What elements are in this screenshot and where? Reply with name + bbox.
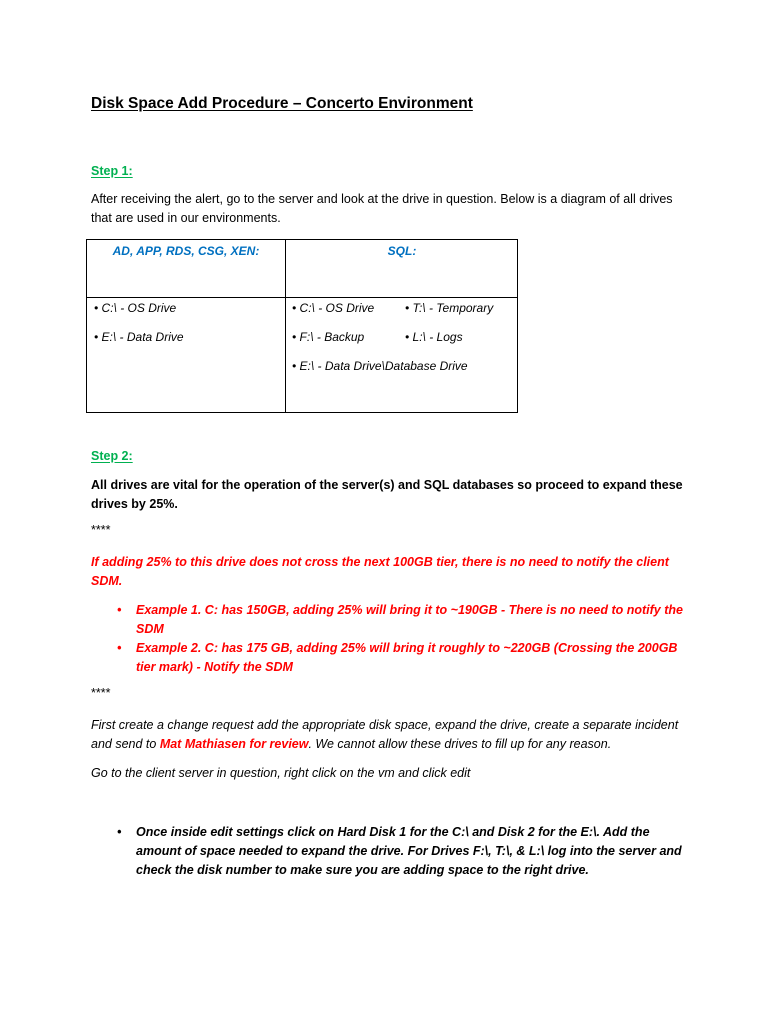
example-1: Example 1. C: has 150GB, adding 25% will bring it to ~190GB - There is no need to notify the SDM [136,603,683,636]
table-header-sql: SQL: [387,244,417,258]
table-header-servers: AD, APP, RDS, CSG, XEN: [112,244,260,258]
edit-settings-text: Once inside edit settings click on Hard Disk 1 for the C:\ and Disk 2 for the E:\. Add the amount of space needed to expand the drive. For Drives F:\, T:\, & L:\ log into the server and check the disk number to make sure you are adding space to the right drive. [136,825,682,877]
step-2-text: All drives are vital for the operation of the server(s) and SQL databases so proceed to expand these drives by 25%. [91,478,683,511]
change-request-before: First create a change request add the appropriate disk space, expand the drive, create a separate incident and send to [91,718,679,751]
table-column-divider [285,240,286,412]
step-1-label: Step 1: [91,164,133,178]
change-request-text [91,716,691,754]
table-cell: • C:\ - OS Drive [292,301,375,315]
example-2: Example 2. C: has 175 GB, adding 25% will bring it roughly to ~220GB (Crossing the 200GB tier mark) - Notify the SDM [136,641,678,674]
step-1-text: After receiving the alert, go to the server and look at the drive in question. Below is a diagram of all drives that are used in our environments. [91,192,673,225]
document-title: Disk Space Add Procedure – Concerto Environment [91,95,473,112]
change-request-after: . We cannot allow these drives to fill up for any reason. [308,737,612,751]
table-cell: • C:\ - OS Drive [94,301,177,315]
warning-text: If adding 25% to this drive does not cross the next 100GB tier, there is no need to notify the client SDM. [91,555,669,588]
table-cell: • L:\ - Logs [405,330,463,344]
step-2-label: Step 2: [91,449,133,463]
bullet: • [117,825,122,839]
table-cell: • E:\ - Data Drive\Database Drive [292,359,468,373]
drives-table [86,239,518,413]
table-cell: • T:\ - Temporary [405,301,494,315]
reviewer-name: Mat Mathiasen for review [159,737,309,751]
separator-stars: **** [91,686,111,700]
bullet: • [117,603,122,617]
table-cell: • E:\ - Data Drive [94,330,184,344]
table-row-divider [87,297,517,298]
client-server-text: Go to the client server in question, right click on the vm and click edit [91,766,471,780]
bullet: • [117,641,122,655]
separator-stars: **** [91,523,111,537]
table-cell: • F:\ - Backup [292,330,365,344]
